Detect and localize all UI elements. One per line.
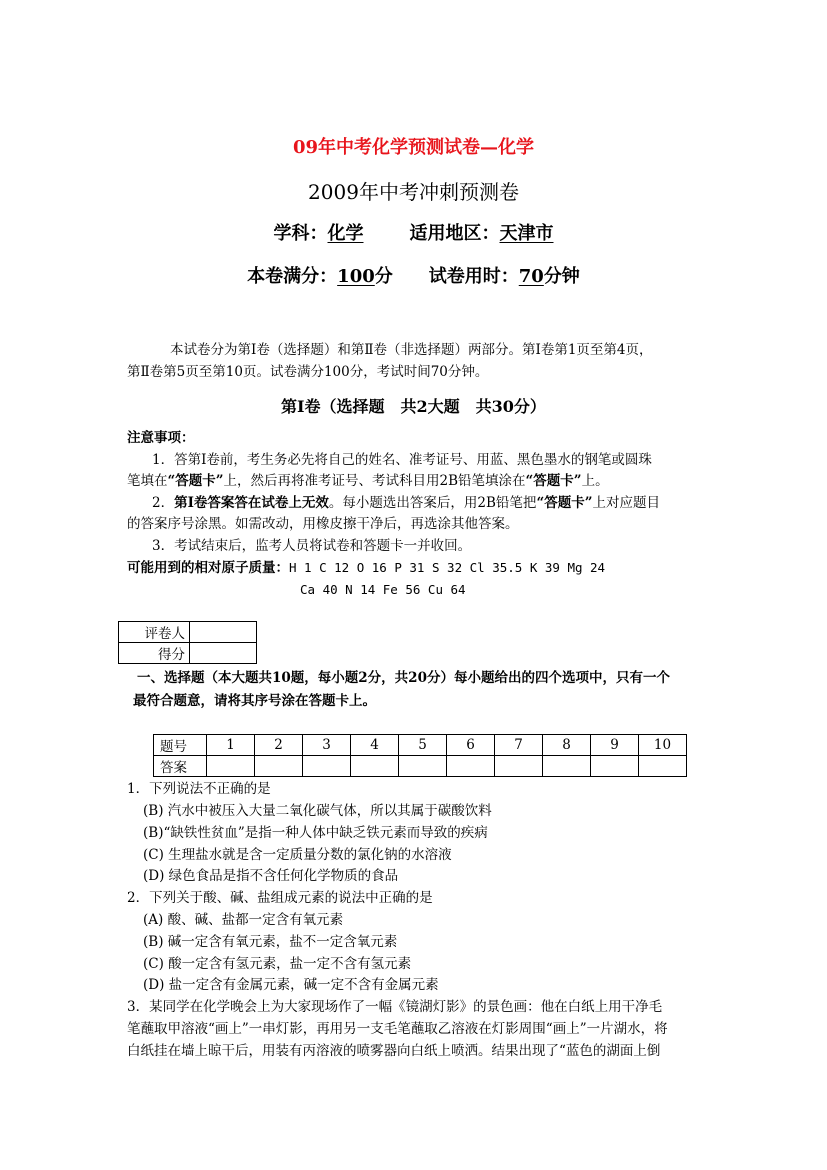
answer-cell[interactable] — [351, 756, 399, 777]
table-row — [154, 735, 687, 756]
question-number-cell: 3 — [303, 735, 351, 756]
question-number-cell: 5 — [399, 735, 447, 756]
atomic-mass-values: H 1 C 12 O 16 P 31 S 32 Cl 35.5 K 39 Mg 24 — [289, 560, 606, 575]
question-1-option-b: (B)“缺铁性贫血”是指一种人体中缺乏铁元素而导致的疾病 — [143, 825, 488, 841]
time-unit: 分钟 — [543, 266, 580, 287]
notes-heading: 注意事项： — [127, 430, 195, 446]
answer-cell[interactable] — [495, 756, 543, 777]
reviewer-cell[interactable] — [190, 622, 257, 643]
answer-cell[interactable] — [543, 756, 591, 777]
subject-label: 学科： — [273, 223, 328, 244]
question-2-option-d: (D) 盐一定含有金属元素，碱一定不含有金属元素 — [143, 977, 439, 993]
table-row — [119, 643, 257, 664]
answer-cell[interactable] — [207, 756, 255, 777]
answer-header: 答案 — [154, 756, 207, 777]
question-3-line-1: 3．某同学在化学晚会上为大家现场作了一幅《镜湖灯影》的景色画：他在白纸上用干净毛 — [127, 999, 663, 1015]
score-label: 得分 — [119, 643, 190, 664]
answer-card-text: “答题卡” — [167, 473, 224, 489]
question-number-cell: 9 — [591, 735, 639, 756]
reviewer-label: 评卷人 — [119, 622, 190, 643]
score-cell[interactable] — [190, 643, 257, 664]
atomic-mass-line-2: Ca 40 N 14 Fe 56 Cu 64 — [300, 582, 466, 597]
subject-value: 化学 — [327, 223, 364, 244]
score-time-line — [0, 262, 827, 288]
atomic-mass-line-1 — [127, 557, 605, 579]
part1-title: 第Ⅰ卷（选择题 共2大题 共30分） — [281, 397, 546, 416]
question-3-line-2: 笔蘸取甲溶液“画上”一串灯影，再用另一支毛笔蘸取乙溶液在灯影周围“画上”一片湖水，将 — [127, 1021, 668, 1037]
question-2-option-b: (B) 碱一定含有氧元素，盐不一定含氧元素 — [143, 934, 398, 950]
answer-cell[interactable] — [303, 756, 351, 777]
fullscore-label: 本卷满分： — [247, 266, 338, 287]
section1-line-1: 一、选择题（本大题共10题，每小题2分，共20分）每小题给出的四个选项中，只有一个 — [137, 670, 670, 686]
atomic-mass-label: 可能用到的相对原子质量： — [127, 560, 289, 576]
answer-table — [153, 734, 687, 777]
fullscore-value: 100 — [337, 266, 375, 287]
table-row — [154, 756, 687, 777]
question-1-option-d: (D) 绿色食品是指不含任何化学物质的食品 — [143, 868, 399, 884]
answer-cell[interactable] — [639, 756, 687, 777]
question-number-cell: 1 — [207, 735, 255, 756]
time-label: 试卷用时： — [428, 266, 519, 287]
note-1-line-1: 1．答第Ⅰ卷前，考生务必先将自己的姓名、准考证号、用蓝、黑色墨水的钢笔或圆珠 — [152, 452, 652, 468]
answer-card-text: “答题卡” — [536, 495, 593, 511]
question-2-option-a: (A) 酸、碱、盐都一定含有氧元素 — [143, 912, 344, 928]
note-2-line-2: 的答案序号涂黑。如需改动，用橡皮擦干净后，再选涂其他答案。 — [127, 516, 519, 532]
question-number-cell: 6 — [447, 735, 495, 756]
question-2-stem: 2．下列关于酸、碱、盐组成元素的说法中正确的是 — [127, 890, 433, 906]
note-3: 3．考试结束后，监考人员将试卷和答题卡一并收回。 — [152, 538, 472, 554]
question-1-option-a: (B) 汽水中被压入大量二氧化碳气体，所以其属于碳酸饮料 — [143, 803, 492, 819]
answer-card-text: “答题卡” — [525, 473, 582, 489]
section1-line-2: 最符合题意，请将其序号涂在答题卡上。 — [133, 693, 376, 709]
page-title: 09年中考化学预测试卷—化学 — [292, 137, 535, 158]
page-subtitle: 2009年中考冲刺预测卷 — [308, 180, 519, 204]
answer-cell[interactable] — [591, 756, 639, 777]
question-2-option-c: (C) 酸一定含有氢元素，盐一定不含有氢元素 — [143, 956, 412, 972]
intro-line-1: 本试卷分为第Ⅰ卷（选择题）和第Ⅱ卷（非选择题）两部分。第Ⅰ卷第1页至第4页， — [170, 342, 653, 358]
invalid-answer-warning: 第Ⅰ卷答案答在试卷上无效 — [174, 495, 329, 511]
subject-region-line — [0, 219, 827, 245]
question-number-header: 题号 — [154, 735, 207, 756]
score-table — [118, 621, 257, 664]
question-number-cell: 7 — [495, 735, 543, 756]
answer-cell[interactable] — [447, 756, 495, 777]
note-2-line-1: 2．第Ⅰ卷答案答在试卷上无效。每小题选出答案后，用2B铅笔把“答题卡”上对应题目 — [152, 495, 660, 511]
question-number-cell: 10 — [639, 735, 687, 756]
time-value: 70 — [518, 266, 544, 287]
region-value: 天津市 — [499, 223, 554, 244]
fullscore-unit: 分 — [374, 266, 393, 287]
question-1-stem: 1．下列说法不正确的是 — [127, 781, 271, 797]
question-number-cell: 2 — [255, 735, 303, 756]
intro-line-2: 第Ⅱ卷第5页至第10页。试卷满分100分，考试时间70分钟。 — [127, 364, 489, 380]
answer-cell[interactable] — [399, 756, 447, 777]
note-1-line-2: 笔填在“答题卡”上，然后再将准考证号、考试科目用2B铅笔填涂在“答题卡”上。 — [127, 473, 609, 489]
question-number-cell: 8 — [543, 735, 591, 756]
question-3-line-3: 白纸挂在墙上晾干后，用装有丙溶液的喷雾器向白纸上喷洒。结果出现了“蓝色的湖面上倒 — [127, 1043, 661, 1059]
answer-cell[interactable] — [255, 756, 303, 777]
region-label: 适用地区： — [409, 223, 500, 244]
question-1-option-c: (C) 生理盐水就是含一定质量分数的氯化钠的水溶液 — [143, 847, 452, 863]
question-number-cell: 4 — [351, 735, 399, 756]
table-row — [119, 622, 257, 643]
